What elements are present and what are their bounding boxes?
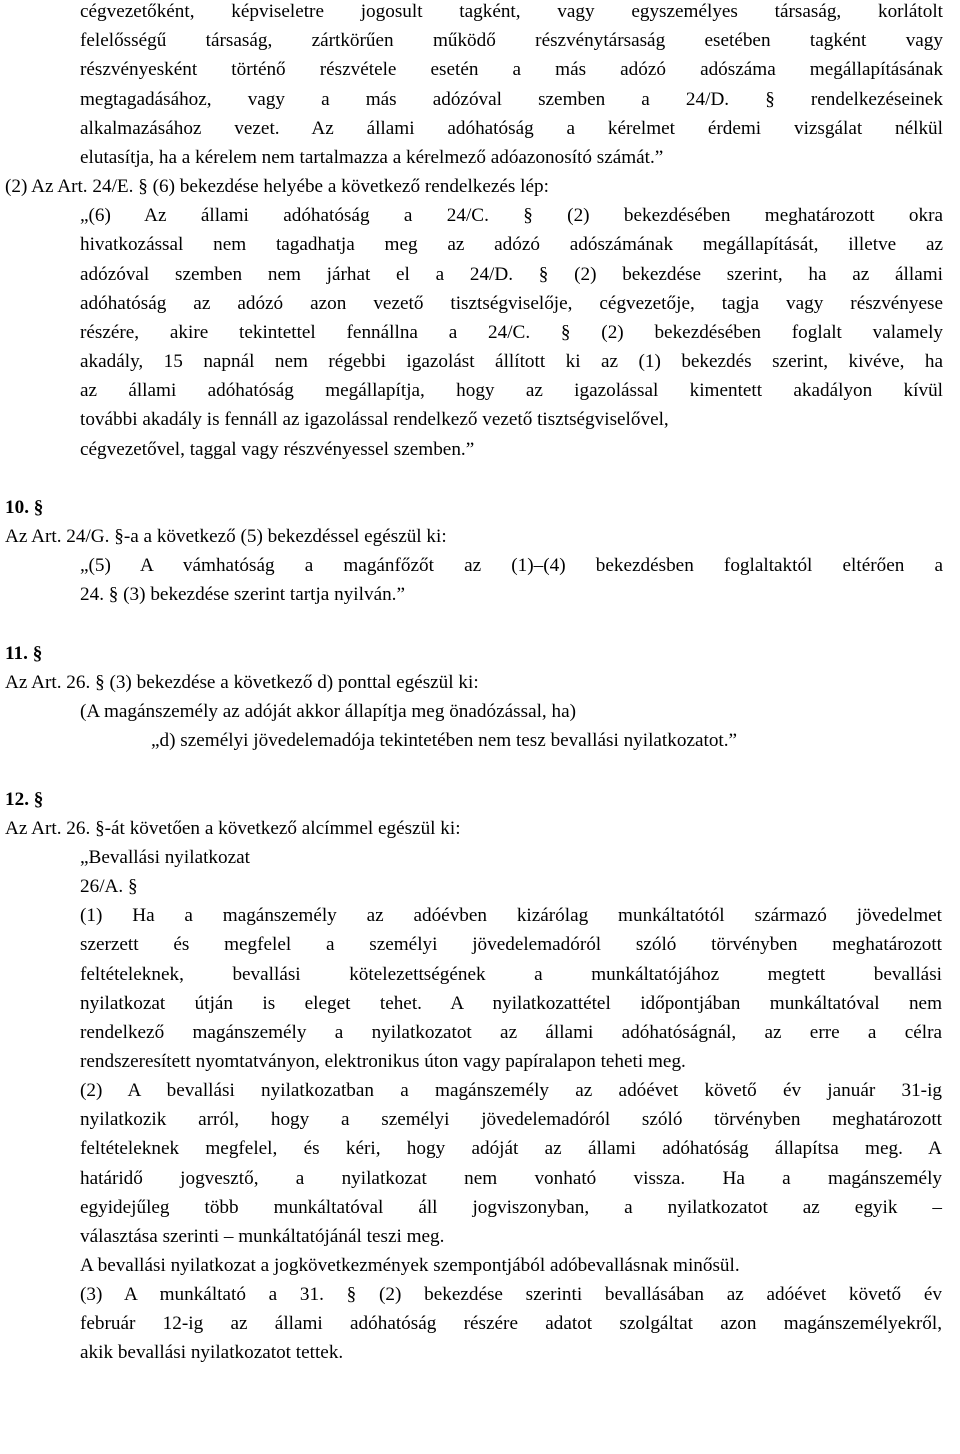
text-line: megtagadásához, vagy a más adózóval szemben a 24/D. § rendelkezéseinek [80,89,943,110]
section-heading: 11. § [5,643,43,664]
text-line: cégvezetővel, taggal vagy részvényessel szemben.” [80,439,475,460]
section-heading: 12. § [5,789,44,810]
text-line: 26/A. § [80,876,138,897]
text-line: elutasítja, ha a kérelem nem tartalmazza a kérelmező adóazonosító számát.” [80,147,664,168]
text-line: akik bevallási nyilatkozatot tettek. [80,1342,344,1363]
text-line: „d) személyi jövedelemadója tekintetében nem tesz bevallási nyilatkozatot.” [151,730,738,751]
text-line: az állami adóhatóság megállapítja, hogy az igazolással kimentett akadályon kívül [80,380,943,401]
text-line: nyilatkozik arról, hogy a személyi jövedelemadóról szóló törvényben meghatározott [80,1109,942,1130]
text-line: további akadály is fennáll az igazolással rendelkező vezető tisztségviselővel, [80,409,669,430]
text-line: (1) Ha a magánszemély az adóévben kizárólag munkáltatótól származó jövedelmet [80,905,942,926]
text-line: egyidejűleg több munkáltatóval áll jogviszonyban, a nyilatkozatot az egyik – [80,1197,942,1218]
text-line: adóhatóság az adózó azon vezető tisztségviselője, cégvezetője, tagja vagy részvényese [80,293,943,314]
text-line: rendszeresített nyomtatványon, elektronikus úton vagy papíralapon teheti meg. [80,1051,686,1072]
subtitle: „Bevallási nyilatkozat [80,847,250,868]
section-heading: 10. § [5,497,44,518]
text-line: akadály, 15 napnál nem régebbi igazolást állított ki az (1) bekezdés szerint, kivéve, ha [80,351,943,372]
text-line: (3) A munkáltató a 31. § (2) bekezdése szerinti bevallásában az adóévet követő év [80,1284,942,1305]
text-line: (A magánszemély az adóját akkor állapítja meg önadózással, ha) [80,701,577,722]
text-line: feltételeknek megfelel, és kéri, hogy adóját az állami adóhatóság állapítsa meg. A [80,1138,942,1159]
text-line: feltételeknek, bevallási kötelezettségének a munkáltatójához megtett bevallási [80,964,942,985]
text-line: február 12-ig az állami adóhatóság részére adatot szolgáltat azon magánszemélyekről, [80,1313,942,1334]
text-line: felelősségű társaság, zártkörűen működő részvénytársaság esetében tagként vagy [80,30,943,51]
text-line: rendelkező magánszemély a nyilatkozatot az állami adóhatóságnál, az erre a célra [80,1022,942,1043]
text-line: Az Art. 26. § (3) bekezdése a következő d) ponttal egészül ki: [5,672,479,693]
text-line: 24. § (3) bekezdése szerint tartja nyilván.” [80,584,405,605]
text-line: részvényesként történő részvétele esetén a más adózó adószáma megállapításának [80,59,943,80]
text-line: (2) Az Art. 24/E. § (6) bekezdése helyébe a következő rendelkezés lép: [5,176,549,197]
text-line: határidő jogvesztő, a nyilatkozat nem vonható vissza. Ha a magánszemély [80,1168,942,1189]
text-line: cégvezetőként, képviseletre jogosult tagként, vagy egyszemélyes társaság, korlátolt [80,1,943,22]
text-line: Az Art. 24/G. §-a a következő (5) bekezdéssel egészül ki: [5,526,447,547]
text-line: A bevallási nyilatkozat a jogkövetkezmények szempontjából adóbevallásnak minősül. [80,1255,740,1276]
text-line: „(6) Az állami adóhatóság a 24/C. § (2) bekezdésében meghatározott okra [80,205,943,226]
text-line: részére, akire tekintettel fennállna a 24/C. § (2) bekezdésében foglalt valamely [80,322,943,343]
text-line: nyilatkozat útján is eleget tehet. A nyilatkozattétel időpontjában munkáltatóval nem [80,993,942,1014]
text-line: választása szerinti – munkáltatójánál teszi meg. [80,1226,445,1247]
text-line: alkalmazásához vezet. Az állami adóhatóság a kérelmet érdemi vizsgálat nélkül [80,118,943,139]
text-line: hivatkozással nem tagadhatja meg az adózó adószámának megállapítását, illetve az [80,234,943,255]
text-line: (2) A bevallási nyilatkozatban a magánszemély az adóévet követő év január 31-ig [80,1080,942,1101]
text-line: Az Art. 26. §-át követően a következő alcímmel egészül ki: [5,818,461,839]
text-line: szerzett és megfelel a személyi jövedelemadóról szóló törvényben meghatározott [80,934,942,955]
text-line: „(5) A vámhatóság a magánfőzőt az (1)–(4) bekezdésben foglaltaktól eltérően a [80,555,943,576]
text-line: adózóval szemben nem járhat el a 24/D. § (2) bekezdése szerint, ha az állami [80,264,943,285]
